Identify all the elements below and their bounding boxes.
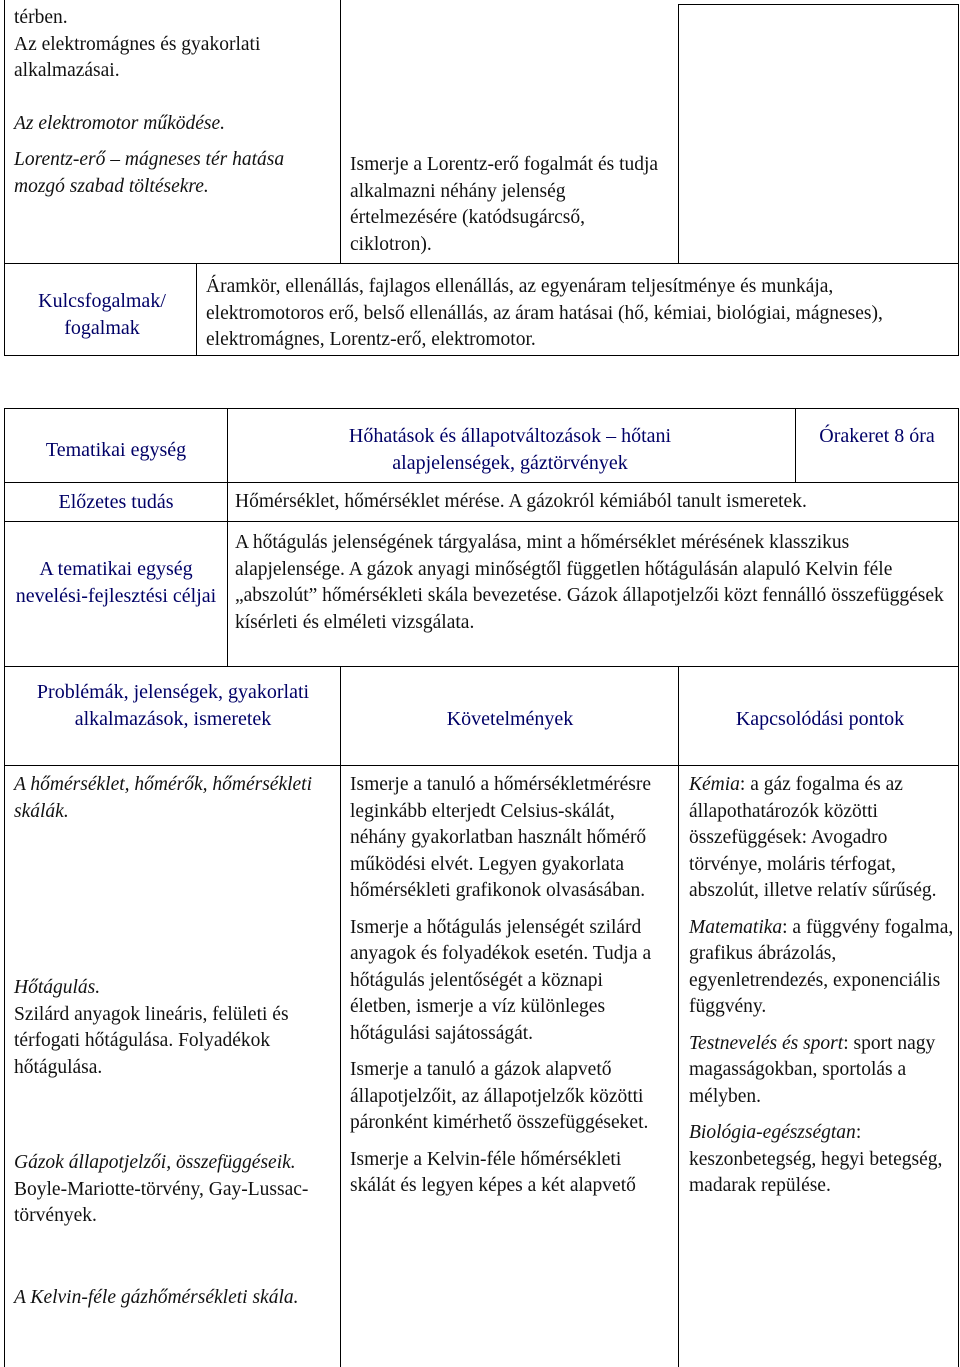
top-mid-cell [350, 152, 670, 258]
problems-column [14, 975, 334, 1081]
requirement-item: Ismerje a tanuló a gázok alapvető állapotjelzőit, az állapotjelzők közötti páronként kimérhető összefüggéseket. [350, 1059, 649, 1133]
border [4, 521, 959, 522]
subject-name: Matematika [689, 916, 783, 938]
subject-name: Biológia-egészségtan [689, 1122, 856, 1143]
border [678, 666, 679, 1367]
border [678, 4, 679, 263]
problems-column [14, 1285, 334, 1312]
problems-column [14, 1150, 334, 1230]
border [958, 4, 959, 356]
key-concepts-label: Kulcsfogalmak/ fogalmak [38, 290, 166, 339]
col-header-connections: Kapcsolódási pontok [735, 708, 905, 730]
border [4, 408, 5, 1367]
topic-text: Szilárd anyagok lineáris, felületi és térfogati hőtágulása. Folyadékok hőtágulása. [14, 1003, 289, 1078]
border [4, 482, 959, 483]
italic-topic: Lorentz-erő – mágneses tér hatása mozgó szabad töltésekre. [14, 149, 285, 197]
text-line: térben. [14, 7, 68, 28]
key-concepts-text: Áramkör, ellenállás, fajlagos ellenállás, az egyenáram teljesítménye és munkája, elektromotoros erő, belső ellenállás, az áram hatásai (hő, kémiai, biológiai, mágneses), elektromágnes, Lorentz-erő, elektromotor. [206, 276, 883, 350]
border [795, 408, 796, 482]
border [4, 666, 959, 667]
topic-gas-state: Gázok állapotjelzői, összefüggéseik. [14, 1152, 296, 1173]
connection-text: : sport nagy magasságokban, sportolás a mélyben. [689, 1032, 936, 1107]
connection-item [689, 915, 954, 1021]
goals-label: A tematikai egység nevelési-fejlesztési céljai [15, 558, 217, 607]
border [4, 355, 959, 356]
text-line: Az elektromágnes és gyakorlati alkalmazásai. [14, 33, 261, 81]
topic-text: Boyle-Mariotte-törvény, Gay-Lussac-törvények. [14, 1178, 309, 1226]
col-header-requirements: Követelmények [446, 708, 574, 730]
hours-label: Órakeret 8 óra [819, 425, 935, 447]
border [340, 0, 341, 263]
border [227, 408, 228, 666]
requirement-item: Ismerje a Kelvin-féle hőmérsékleti skálát és legyen képes a két alapvető [350, 1148, 636, 1196]
border [4, 263, 959, 264]
connection-item [689, 1031, 954, 1111]
subject-name: Kémia [689, 774, 740, 795]
connection-item [689, 772, 954, 905]
requirements-column [350, 772, 668, 1200]
unit-title: Hőhatások és állapotváltozások – hőtani alapjelenségek, gáztörvények [348, 425, 672, 474]
italic-topic: Az elektromotor működése. [14, 112, 226, 134]
border [4, 408, 959, 409]
requirement-item: Ismerje a hőtágulás jelenségét szilárd anyagok és folyadékok esetén. Tudja a hőtágulás jelentőségét a köznapi életben, ismerje a víz különleges hőtágulási sajátosságát. [350, 916, 652, 1044]
topic-thermometers: A hőmérséklet, hőmérők, hőmérsékleti skálák. [14, 774, 313, 822]
connections-column [689, 772, 954, 1200]
topic-thermal-expansion: Hőtágulás. [14, 977, 101, 998]
border [4, 765, 959, 766]
topic-kelvin: A Kelvin-féle gázhőmérsékleti skála. [14, 1287, 299, 1308]
goals-text: A hőtágulás jelenségének tárgyalása, mint a hőmérséklet mérésének klasszikus alapjelensége. A gázok anyagi minőségtől független hőtágulásán alapuló Kelvin féle „abszolút” hőmérsékleti skála bevezetése. Gázok állapotjelzői közt fennálló összefüggések kísérleti és elméleti vizsgálata. [235, 532, 944, 633]
top-left-cell [14, 5, 334, 200]
requirement-item: Ismerje a tanuló a hőmérsékletmérésre leginkább elterjedt Celsius-skálát, néhány gyakorlatban használt hőmérő működési elvét. Legyen gyakorlata hőmérsékleti grafikonok olvasásában. [350, 774, 652, 901]
connection-text: : a függvény fogalma, grafikus ábrázolás, egyenletrendezés, exponenciális függvény. [689, 916, 954, 1017]
unit-label: Tematikai egység [45, 439, 187, 461]
border [958, 408, 959, 1367]
prior-knowledge-label: Előzetes tudás [58, 491, 174, 513]
col-header-problems: Problémák, jelenségek, gyakorlati alkalmazások, ismeretek [36, 681, 310, 730]
connection-text: : keszonbetegség, hegyi betegség, madarak repülése. [689, 1122, 943, 1196]
requirement-text: Ismerje a Lorentz-erő fogalmát és tudja alkalmazni néhány jelenség értelmezésére (katódsugárcső, ciklotron). [350, 154, 659, 255]
connection-item [689, 1120, 954, 1200]
connection-text: : a gáz fogalma és az állapothatározók közötti összefüggések: Avogadro törvénye, moláris térfogat, abszolút, illetve relatív sűrűség. [689, 774, 937, 901]
border [196, 263, 197, 356]
border [678, 4, 958, 5]
border [4, 0, 5, 356]
prior-knowledge-text: Hőmérséklet, hőmérséklet mérése. A gázokról kémiából tanult ismeretek. [235, 491, 807, 512]
border [340, 666, 341, 1367]
problems-column [14, 772, 334, 825]
subject-name: Testnevelés és sport [689, 1032, 844, 1054]
